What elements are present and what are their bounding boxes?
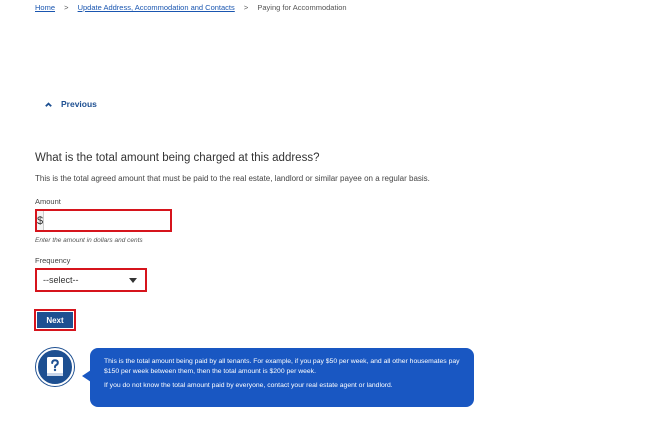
question-book-icon xyxy=(36,348,74,386)
breadcrumb-section-link[interactable]: Update Address, Accommodation and Contacts xyxy=(77,3,235,12)
amount-label: Amount xyxy=(35,197,61,206)
help-callout-paragraph: This is the total amount being paid by all tenants. For example, if you pay $50 per week, and all other housemates pay $150 per week between them, then the total amount is $200 per week. xyxy=(104,358,460,375)
breadcrumb-current: Paying for Accommodation xyxy=(257,3,347,12)
question-hint: This is the total agreed amount that must be paid to the real estate, landlord or similar payee on a regular basis. xyxy=(35,174,430,183)
previous-label: Previous xyxy=(61,99,97,109)
frequency-label: Frequency xyxy=(35,256,71,265)
chevron-up-icon xyxy=(44,100,53,109)
amount-input[interactable] xyxy=(44,211,180,230)
page-question: What is the total amount being charged at this address? xyxy=(35,152,320,164)
currency-prefix: $ xyxy=(37,211,44,230)
next-button[interactable]: Next xyxy=(37,312,73,328)
caret-down-icon xyxy=(129,278,137,283)
breadcrumb-home-link[interactable]: Home xyxy=(35,3,56,12)
amount-help-text: Enter the amount in dollars and cents xyxy=(35,237,143,244)
previous-link[interactable] xyxy=(44,99,97,109)
breadcrumb-separator: > xyxy=(64,3,69,12)
breadcrumb-separator: > xyxy=(243,3,249,12)
help-callout xyxy=(90,348,474,407)
help-callout-paragraph: If you do not know the total amount paid by everyone, contact your real estate agent or landlord. xyxy=(104,382,393,389)
frequency-select[interactable] xyxy=(35,268,147,292)
next-button-focus-ring xyxy=(34,309,76,331)
frequency-selected-value: --select-- xyxy=(43,275,79,285)
breadcrumb xyxy=(35,3,347,12)
amount-field-wrapper xyxy=(35,209,172,232)
